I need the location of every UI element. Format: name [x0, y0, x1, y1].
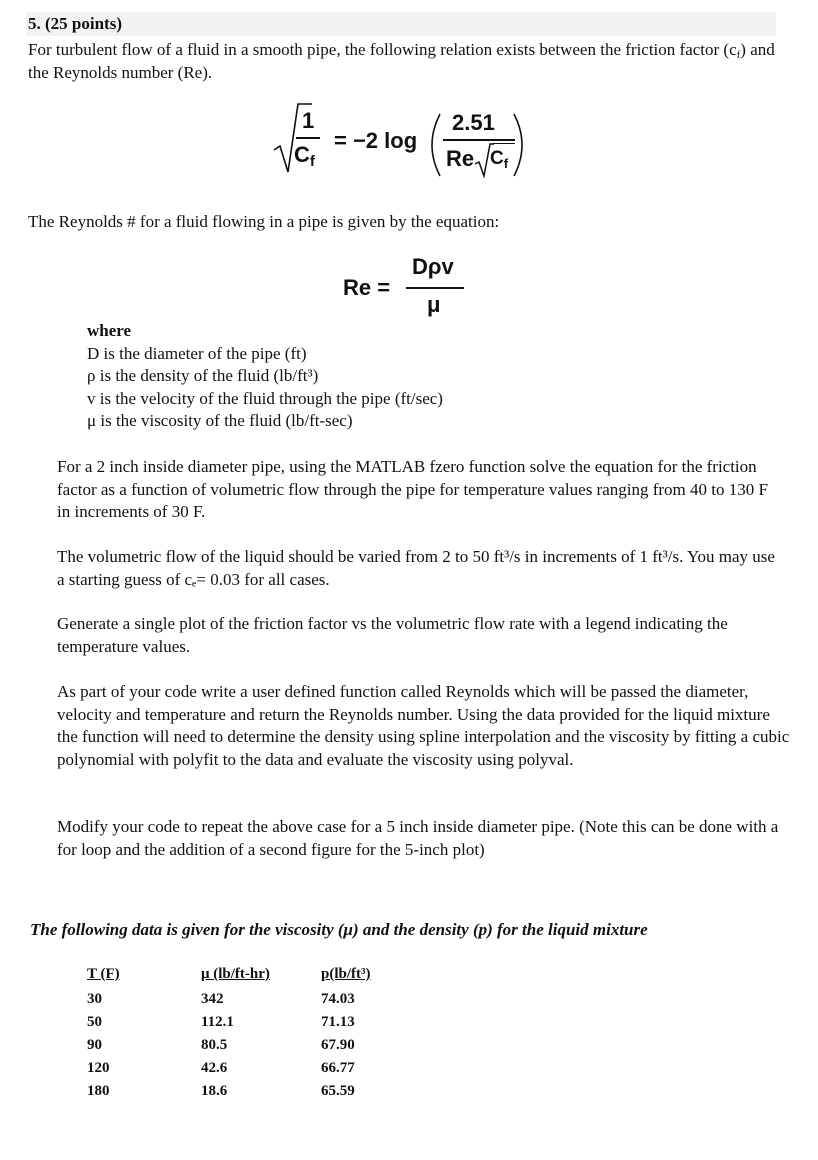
table-header-viscosity: μ (lb/ft-hr) — [201, 966, 270, 982]
table-cell: 80.5 — [201, 1037, 228, 1053]
where-item: v is the velocity of the fluid through the pipe (ft/sec) — [87, 388, 443, 408]
paragraph-volumetric-flow: The volumetric flow of the liquid should be varied from 2 to 50 ft³/s in increments of 1 ft³/s. You may use a starting guess of cₑ= 0.03 for all cases. — [57, 547, 775, 589]
eq2-numerator: Dρv — [412, 254, 454, 279]
reynolds-line: The Reynolds # for a fluid flowing in a pipe is given by the equation: — [28, 212, 500, 231]
where-item: ρ is the density of the fluid (lb/ft³) — [87, 366, 319, 385]
table-cell: 66.77 — [321, 1060, 355, 1076]
table-cell: 42.6 — [201, 1060, 228, 1076]
inner-radical-bar — [493, 143, 515, 144]
eq1-numerator: 1 — [302, 108, 315, 133]
table-cell: 50 — [87, 1014, 102, 1030]
eq1-denominator: $C_f$ — [294, 142, 315, 170]
paragraph-fzero: For a 2 inch inside diameter pipe, using the MATLAB fzero function solve the equation for the friction factor as a function of volumetric flow through the pipe for temperature values ranging from 40 to 130 F in increments of 30 F. — [57, 457, 768, 521]
eq1-rhs-denominator-re: Re — [446, 146, 475, 171]
eq1-rhs-numerator: 2.51 — [452, 110, 495, 135]
table-cell: 180 — [87, 1083, 110, 1099]
eq2-lhs: Re = — [343, 275, 391, 300]
eq1-equals: = −2 log — [334, 128, 418, 153]
table-title: The following data is given for the viscosity (μ) and the density (p) for the liquid mixture — [30, 920, 648, 939]
problem-heading: 5. (25 points) — [28, 14, 122, 33]
table-cell: 71.13 — [321, 1014, 355, 1030]
paragraph-five-inch: Modify your code to repeat the above case for a 5 inch inside diameter pipe. (Note this can be done with a for loop and the addition of a second figure for the 5-inch plot) — [57, 817, 779, 859]
paragraph-plot: Generate a single plot of the friction factor vs the volumetric flow rate with a legend indicating the temperature values. — [57, 614, 728, 656]
table-cell: 112.1 — [201, 1014, 234, 1030]
table-cell: 74.03 — [321, 991, 355, 1007]
eq2-denominator: μ — [427, 292, 441, 317]
intro-paragraph: For turbulent flow of a fluid in a smooth pipe, the following relation exists between the friction factor $(c_f)$ and the Reynolds number (Re). — [28, 40, 775, 82]
table-cell: 18.6 — [201, 1083, 228, 1099]
heading-band — [26, 12, 776, 36]
table-cell: 120 — [87, 1060, 110, 1076]
eq2-fraction-bar — [406, 287, 464, 289]
table-cell: 342 — [201, 991, 224, 1007]
table-cell: 67.90 — [321, 1037, 355, 1053]
where-list — [87, 320, 443, 433]
table-header-temperature: T (F) — [87, 966, 120, 982]
table-cell: 90 — [87, 1037, 102, 1053]
paragraph-reynolds-function: As part of your code write a user defined function called Reynolds which will be passed the diameter, velocity and temperature and return the Reynolds number. Using the data provided for the liquid mixture the function will need to determine the density using spline interpolation and the viscosity by fitting a cubic polynomial with polyfit to the data and evaluate the viscosity using polyval. — [57, 682, 790, 769]
eq1-rhs-root: $C_f$ — [490, 148, 509, 171]
table-cell: 65.59 — [321, 1083, 355, 1099]
where-item: D is the diameter of the pipe (ft) — [87, 343, 307, 363]
eq1-fraction-bar — [296, 137, 320, 139]
where-item: μ is the viscosity of the fluid (lb/ft-sec) — [87, 411, 353, 430]
table-cell: 30 — [87, 991, 102, 1007]
table-header-density: p(lb/ft³) — [321, 966, 371, 982]
where-label: where — [87, 321, 132, 340]
